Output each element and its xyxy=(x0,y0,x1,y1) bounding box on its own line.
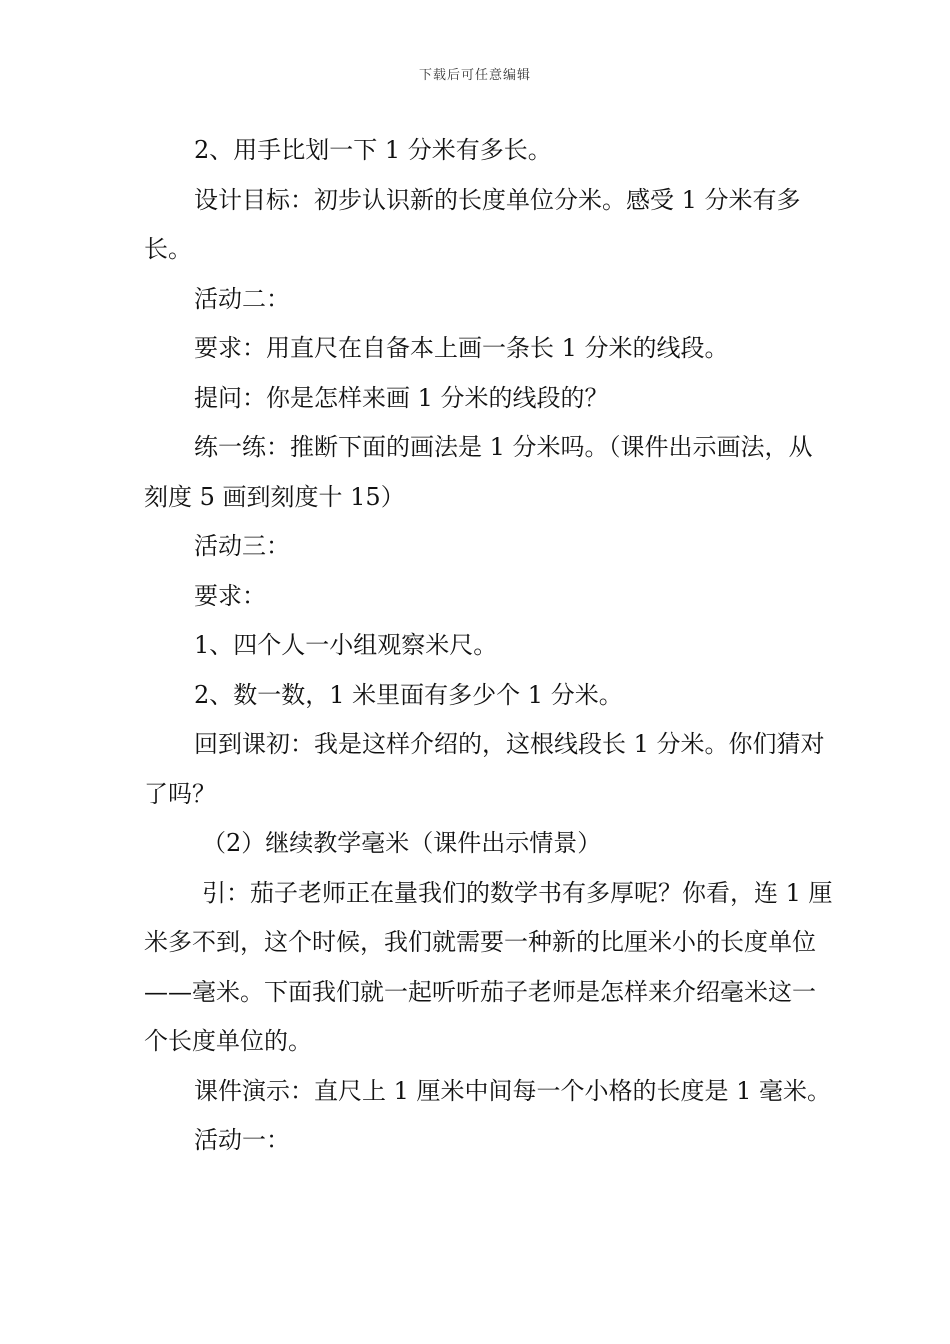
paragraph: 提问：你是怎样来画 1 分米的线段的？ xyxy=(194,383,609,412)
paragraph: 活动三： xyxy=(194,532,290,560)
paragraph: 2、数一数，1 米里面有多少个 1 分米。 xyxy=(194,680,623,709)
paragraph: 活动一： xyxy=(194,1126,290,1154)
paragraph: 活动二： xyxy=(194,284,290,313)
document-body xyxy=(144,126,834,1166)
paragraph: 要求： xyxy=(194,581,266,610)
paragraph: 回到课初：我是这样介绍的，这根线段长 1 分米。你们猜对了吗？ xyxy=(144,730,825,808)
paragraph: 要求：用直尺在自备本上画一条长 1 分米的线段。 xyxy=(194,334,729,362)
page-header: 下载后可任意编辑 xyxy=(418,68,531,83)
paragraph: 练一练：推断下面的画法是 1 分米吗。（课件出示画法，从刻度 5 画到刻度十 15） xyxy=(144,433,813,511)
paragraph: 2、用手比划一下 1 分米有多长。 xyxy=(194,136,552,164)
paragraph: 课件演示：直尺上 1 厘米中间每一个小格的长度是 1 毫米。 xyxy=(194,1076,832,1105)
paragraph: 设计目标：初步认识新的长度单位分米。感受 1 分米有多长。 xyxy=(144,185,801,263)
paragraph: （2）继续教学毫米（课件出示情景） xyxy=(202,829,602,857)
paragraph: 1、四个人一小组观察米尺。 xyxy=(194,631,498,659)
paragraph: 引：茄子老师正在量我们的数学书有多厚呢？你看，连 1 厘米多不到，这个时候，我们就需要一种新的比厘米小的长度单位——毫米。下面我们就一起听听茄子老师是怎样来介绍毫米这一个长度单位的。 xyxy=(144,878,833,1055)
